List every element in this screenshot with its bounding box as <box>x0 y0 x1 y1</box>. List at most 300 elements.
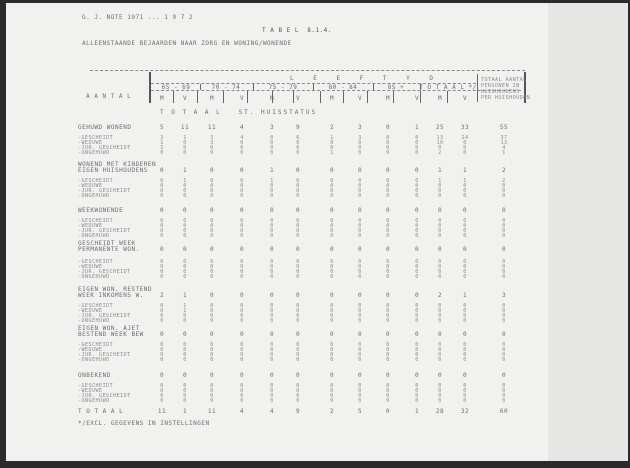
sub-value: 0 <box>502 193 506 199</box>
sub-value: 0 <box>240 383 244 389</box>
sub-value: 0 <box>210 150 214 156</box>
sub-value: 0 <box>160 303 164 309</box>
group-value: 0 <box>414 331 420 338</box>
group-value: 25 <box>435 124 445 131</box>
group-value: 0 <box>414 372 420 379</box>
group-value: 2 <box>501 167 507 174</box>
sub-value: 0 <box>296 308 300 314</box>
sub-value: 0 <box>296 398 300 404</box>
sub-value: 0 <box>160 388 164 394</box>
sub-value: 0 <box>160 178 164 184</box>
sub-value: 0 <box>183 188 187 194</box>
sub-value: 0 <box>160 393 164 399</box>
sub-value: 0 <box>358 145 362 151</box>
sub-value: 0 <box>358 274 362 280</box>
sub-value: 0 <box>386 352 390 358</box>
sub-value: 0 <box>502 183 506 189</box>
total-header-line: HUISHOUDENS <box>481 89 520 95</box>
sub-value: 0 <box>415 313 419 319</box>
sub-value: 0 <box>386 342 390 348</box>
sub-value: 0 <box>296 223 300 229</box>
sub-value: 0 <box>502 398 506 404</box>
sub-label: -JUR. GESCHEIDT <box>78 145 131 151</box>
sub-value: 0 <box>438 313 442 319</box>
sub-value: 0 <box>386 383 390 389</box>
sub-value: 0 <box>240 150 244 156</box>
sex-header: M <box>209 95 215 102</box>
sub-value: 0 <box>183 393 187 399</box>
group-value: 0 <box>501 207 507 214</box>
sub-value: 0 <box>240 183 244 189</box>
sub-value: 0 <box>330 178 334 184</box>
total-value: 32 <box>460 408 470 415</box>
sub-value: 0 <box>330 398 334 404</box>
sub-value: 0 <box>463 383 467 389</box>
sub-value: 0 <box>386 233 390 239</box>
sub-value: 0 <box>358 233 362 239</box>
sub-value: 0 <box>270 393 274 399</box>
sub-value: 0 <box>415 140 419 146</box>
sub-value: 0 <box>240 178 244 184</box>
header-divider <box>477 74 478 102</box>
sub-value: 0 <box>240 342 244 348</box>
sub-value: 0 <box>438 274 442 280</box>
group-value: 0 <box>209 292 215 299</box>
group-label: GESCHEIDT WEEK <box>78 240 136 247</box>
group-label: WEEKWONENDE <box>78 207 124 214</box>
sub-value: 0 <box>183 259 187 265</box>
sub-value: 0 <box>438 183 442 189</box>
sub-value: 0 <box>210 347 214 353</box>
sub-value: 0 <box>438 145 442 151</box>
sub-value: 0 <box>270 383 274 389</box>
sub-value: 0 <box>210 388 214 394</box>
sub-value: 0 <box>210 183 214 189</box>
sex-header: M <box>437 95 443 102</box>
sub-value: 0 <box>160 342 164 348</box>
sub-value: 0 <box>160 308 164 314</box>
sub-value: 0 <box>386 357 390 363</box>
sub-value: 0 <box>210 178 214 184</box>
sub-value: 0 <box>438 228 442 234</box>
header-divider <box>293 91 294 103</box>
sub-value: 0 <box>415 145 419 151</box>
group-value: 0 <box>269 331 275 338</box>
group-value: 5 <box>159 124 165 131</box>
sub-value: 0 <box>415 228 419 234</box>
group-value: 0 <box>414 207 420 214</box>
group-value: 0 <box>209 167 215 174</box>
sub-value: 0 <box>330 193 334 199</box>
sub-value: 0 <box>183 233 187 239</box>
header-divider <box>393 91 394 103</box>
sub-value: 0 <box>210 398 214 404</box>
total-header-line: PERSONEN IN <box>481 83 520 89</box>
group-label: EIGEN WON. RESTEND <box>78 286 153 293</box>
sub-value: 0 <box>183 228 187 234</box>
sub-value: 0 <box>415 398 419 404</box>
sub-value: 0 <box>358 223 362 229</box>
sub-value: 0 <box>463 398 467 404</box>
sub-value: 0 <box>330 347 334 353</box>
sub-value: 0 <box>270 347 274 353</box>
group-value: 1 <box>182 292 188 299</box>
sub-value: 0 <box>386 313 390 319</box>
sub-value: 0 <box>415 269 419 275</box>
group-value: 0 <box>437 331 443 338</box>
sub-value: 0 <box>183 313 187 319</box>
sub-value: 0 <box>415 150 419 156</box>
sub-value: 0 <box>183 352 187 358</box>
sub-value: 0 <box>330 352 334 358</box>
header-divider <box>197 91 198 103</box>
sub-value: 0 <box>415 183 419 189</box>
group-value: 55 <box>499 124 509 131</box>
sub-value: 0 <box>160 193 164 199</box>
group-value: 0 <box>329 246 335 253</box>
sub-value: 0 <box>386 264 390 270</box>
sub-value: 13 <box>500 140 508 146</box>
group-value: 1 <box>462 292 468 299</box>
group-value: 0 <box>269 292 275 299</box>
sub-value: 0 <box>183 193 187 199</box>
sub-value: 0 <box>502 218 506 224</box>
group-value: 0 <box>295 167 301 174</box>
sub-value: 0 <box>296 269 300 275</box>
group-value: 0 <box>159 246 165 253</box>
sub-value: 0 <box>296 313 300 319</box>
sub-value: 0 <box>210 188 214 194</box>
sub-value: 0 <box>415 303 419 309</box>
sub-value: 0 <box>330 218 334 224</box>
sub-value: 0 <box>330 269 334 275</box>
group-value: 3 <box>357 124 363 131</box>
sub-value: 0 <box>415 342 419 348</box>
sub-value: 0 <box>296 218 300 224</box>
sub-value: 0 <box>502 393 506 399</box>
sub-value: 0 <box>438 223 442 229</box>
sub-value: 0 <box>463 342 467 348</box>
group-value: 11 <box>207 124 217 131</box>
sub-value: 0 <box>463 259 467 265</box>
sub-value: 0 <box>296 264 300 270</box>
sub-value: 0 <box>330 145 334 151</box>
total-value: 1 <box>182 408 188 415</box>
group-value: 0 <box>329 331 335 338</box>
sub-value: 3 <box>210 135 214 141</box>
group-value: 3 <box>501 292 507 299</box>
sub-value: 0 <box>183 274 187 280</box>
group-label: WONEND MET KINDEREN <box>78 161 157 168</box>
sub-value: 0 <box>160 274 164 280</box>
group-value: 0 <box>159 167 165 174</box>
sub-value: 0 <box>270 135 274 141</box>
sub-value: 0 <box>502 383 506 389</box>
header-divider <box>313 84 314 90</box>
group-value: 0 <box>209 246 215 253</box>
group-value: 0 <box>462 207 468 214</box>
group-value: 0 <box>437 207 443 214</box>
sub-value: 2 <box>438 150 442 156</box>
sub-value: 0 <box>270 342 274 348</box>
group-value: 0 <box>357 331 363 338</box>
group-label: EIGEN WON. AJET <box>78 325 140 332</box>
sub-value: 0 <box>438 233 442 239</box>
sub-value: 0 <box>502 303 506 309</box>
group-value: 0 <box>159 207 165 214</box>
sub-value: 0 <box>415 264 419 270</box>
sub-value: 0 <box>463 223 467 229</box>
sub-label: -GESCHEIDT <box>78 383 114 389</box>
header-divider <box>253 84 254 90</box>
group-value: 1 <box>182 167 188 174</box>
sub-value: 0 <box>438 393 442 399</box>
group-value: 0 <box>357 207 363 214</box>
group-label: WEEK INKOMENS W. <box>78 292 144 299</box>
sub-value: 0 <box>240 264 244 270</box>
sub-value: 0 <box>240 188 244 194</box>
sub-value: 0 <box>463 308 467 314</box>
sub-value: 0 <box>296 178 300 184</box>
sub-value: 0 <box>463 313 467 319</box>
sub-value: 1 <box>183 135 187 141</box>
age-group-header: 85 + <box>387 84 405 91</box>
sub-value: 0 <box>415 135 419 141</box>
sex-header: V <box>414 95 420 102</box>
sub-label: -GESCHEIDT <box>78 303 114 309</box>
group-value: 0 <box>357 246 363 253</box>
sub-value: 0 <box>502 188 506 194</box>
sub-value: 0 <box>386 274 390 280</box>
group-value: 1 <box>462 167 468 174</box>
group-value: 0 <box>295 246 301 253</box>
header-divider <box>269 91 275 103</box>
sub-value: 0 <box>415 388 419 394</box>
sub-value: 0 <box>183 383 187 389</box>
sub-value: 1 <box>270 178 274 184</box>
sex-header: V <box>239 95 245 102</box>
sub-value: 0 <box>386 318 390 324</box>
sub-label: -JUR. GESCHEIDT <box>78 228 131 234</box>
sub-value: 0 <box>415 357 419 363</box>
sub-value: 0 <box>463 145 467 151</box>
group-value: 1 <box>437 167 443 174</box>
sub-value: 0 <box>438 352 442 358</box>
sub-value: 0 <box>438 193 442 199</box>
sub-value: 0 <box>386 388 390 394</box>
sub-value: 0 <box>240 259 244 265</box>
group-label: BESTEND WEEK BEW <box>78 331 144 338</box>
sub-value: 0 <box>386 145 390 151</box>
sub-value: 0 <box>160 264 164 270</box>
sub-value: 0 <box>270 218 274 224</box>
sub-value: 0 <box>296 140 300 146</box>
sub-value: 1 <box>160 145 164 151</box>
total-value: 1 <box>414 408 420 415</box>
sub-value: 0 <box>415 193 419 199</box>
sub-value: 0 <box>358 264 362 270</box>
sub-label: -GESCHEIDT <box>78 135 114 141</box>
sub-value: 0 <box>463 347 467 353</box>
sub-value: 0 <box>330 308 334 314</box>
sex-header: M <box>385 95 391 102</box>
sub-value: 0 <box>240 318 244 324</box>
total-value: 11 <box>157 408 167 415</box>
sub-value: 0 <box>438 398 442 404</box>
sub-value: 0 <box>270 140 274 146</box>
sub-value: 0 <box>502 233 506 239</box>
sub-value: 0 <box>160 233 164 239</box>
sub-value: 0 <box>502 228 506 234</box>
group-value: 0 <box>385 331 391 338</box>
sub-label: -JUR. GESCHEIDT <box>78 269 131 275</box>
sub-value: 3 <box>210 140 214 146</box>
sub-value: 0 <box>386 178 390 184</box>
group-label: GEHUWD WONEND <box>78 124 132 131</box>
sub-value: 0 <box>183 347 187 353</box>
sub-value: 0 <box>160 398 164 404</box>
total-header-line: PER HUISHOUDEN <box>481 95 531 101</box>
sub-value: 0 <box>415 259 419 265</box>
sub-value: 0 <box>415 308 419 314</box>
sub-value: 0 <box>240 357 244 363</box>
sub-value: 0 <box>358 388 362 394</box>
sub-value: 0 <box>296 342 300 348</box>
sub-value: 4 <box>240 135 244 141</box>
sub-value: 0 <box>358 383 362 389</box>
group-value: 0 <box>501 331 507 338</box>
sub-value: 0 <box>330 342 334 348</box>
group-value: 0 <box>239 207 245 214</box>
group-value: 0 <box>269 372 275 379</box>
sub-value: 0 <box>502 269 506 275</box>
sub-value: 0 <box>183 357 187 363</box>
group-value: 0 <box>295 292 301 299</box>
sub-value: 0 <box>463 193 467 199</box>
group-value: 0 <box>437 372 443 379</box>
sub-value: 0 <box>358 269 362 275</box>
sub-value: 0 <box>386 140 390 146</box>
sub-value: 0 <box>270 398 274 404</box>
sub-value: 0 <box>386 347 390 353</box>
header-divider <box>223 91 224 103</box>
sub-value: 1 <box>502 150 506 156</box>
sub-label: -JUR. GESCHEIDT <box>78 313 131 319</box>
group-value: 1 <box>269 167 275 174</box>
sub-value: 0 <box>210 259 214 265</box>
sub-value: 0 <box>438 303 442 309</box>
sub-value: 0 <box>210 313 214 319</box>
group-value: 0 <box>329 207 335 214</box>
group-value: 0 <box>414 167 420 174</box>
sub-value: 0 <box>296 150 300 156</box>
sub-value: 0 <box>210 218 214 224</box>
sub-value: 0 <box>330 188 334 194</box>
total-value: 4 <box>269 408 275 415</box>
sub-value: 0 <box>160 383 164 389</box>
sub-label: -WEDUWE <box>78 308 103 314</box>
total-value: 5 <box>357 408 363 415</box>
group-label: ONBEKEND <box>78 372 111 379</box>
sub-value: 0 <box>296 188 300 194</box>
sub-value: 0 <box>358 303 362 309</box>
sub-value: 0 <box>240 313 244 319</box>
sub-value: 0 <box>438 342 442 348</box>
sub-value: 0 <box>160 313 164 319</box>
sub-value: 0 <box>296 233 300 239</box>
sub-value: 0 <box>463 352 467 358</box>
sub-value: 0 <box>183 140 187 146</box>
sub-value: 10 <box>436 140 444 146</box>
sub-value: 0 <box>358 342 362 348</box>
group-value: 3 <box>269 124 275 131</box>
sub-value: 0 <box>358 188 362 194</box>
sex-header: M <box>329 95 335 102</box>
group-value: 4 <box>239 124 245 131</box>
header-divider <box>343 91 344 103</box>
sub-value: 0 <box>386 269 390 275</box>
sub-value: 0 <box>415 223 419 229</box>
sub-value: 0 <box>438 383 442 389</box>
group-value: 0 <box>182 246 188 253</box>
sub-value: 0 <box>210 342 214 348</box>
age-group-header: 65 - 69 <box>161 84 191 91</box>
group-value: 0 <box>462 372 468 379</box>
group-value: 0 <box>385 124 391 131</box>
group-value: 0 <box>269 246 275 253</box>
sub-label: -ONGEHUWD <box>78 233 110 239</box>
header-divider <box>200 84 201 90</box>
sub-value: 0 <box>270 269 274 275</box>
sub-value: 0 <box>210 383 214 389</box>
sub-value: 0 <box>463 150 467 156</box>
sub-label: -ONGEHUWD <box>78 357 110 363</box>
sub-value: 0 <box>183 388 187 394</box>
top-rule <box>90 70 525 71</box>
sub-value: 0 <box>296 259 300 265</box>
sub-value: 0 <box>183 318 187 324</box>
sub-value: 0 <box>240 274 244 280</box>
sub-value: 0 <box>438 264 442 270</box>
sub-value: 6 <box>296 135 300 141</box>
group-value: 0 <box>239 331 245 338</box>
sub-value: 0 <box>415 233 419 239</box>
sub-value: 0 <box>240 223 244 229</box>
sub-label: -JUR. GESCHEIDT <box>78 393 131 399</box>
sub-value: 0 <box>296 357 300 363</box>
footnote: */EXCL. GEGEVENS IN INSTELLINGEN <box>78 420 210 427</box>
sub-value: 0 <box>438 318 442 324</box>
group-value: 0 <box>385 246 391 253</box>
sub-value: 0 <box>270 193 274 199</box>
sub-value: 0 <box>415 188 419 194</box>
sub-value: 0 <box>296 388 300 394</box>
sub-value: 0 <box>210 145 214 151</box>
group-value: 33 <box>460 124 470 131</box>
sub-value: 0 <box>240 269 244 275</box>
total-value: 11 <box>207 408 217 415</box>
sub-value: 1 <box>183 308 187 314</box>
sub-value: 4 <box>502 145 506 151</box>
sex-header: M <box>269 95 275 102</box>
group-value: 0 <box>414 246 420 253</box>
sub-value: 0 <box>438 188 442 194</box>
sub-value: 0 <box>330 223 334 229</box>
group-value: 0 <box>501 372 507 379</box>
sub-value: 0 <box>240 398 244 404</box>
header-divider <box>373 84 374 90</box>
sub-value: 0 <box>358 228 362 234</box>
